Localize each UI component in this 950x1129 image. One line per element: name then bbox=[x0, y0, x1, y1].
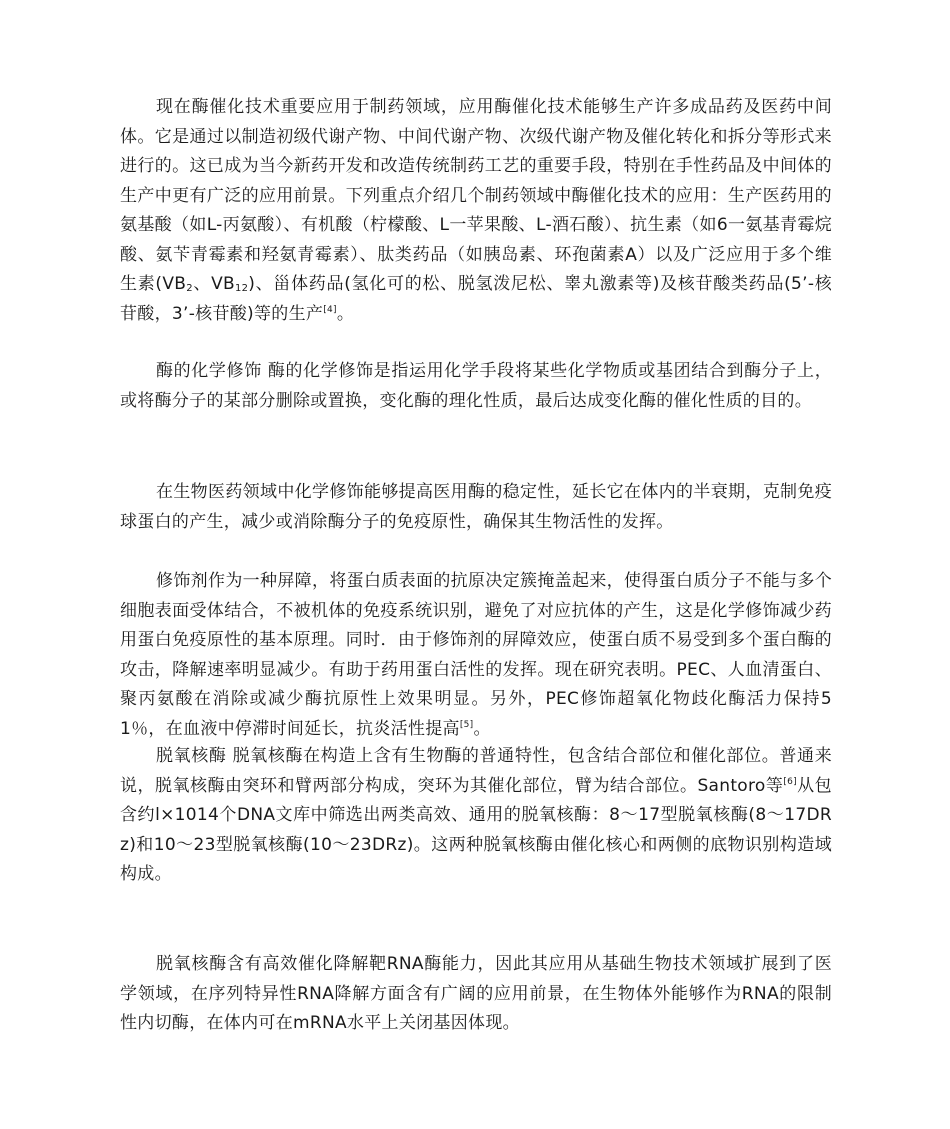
citation-ref: [5] bbox=[459, 719, 474, 730]
paragraph-chemical-modification: 酶的化学修饰 酶的化学修饰是指运用化学手段将某些化学物质或基团结合到酶分子上，或将酶分子的某部分删除或置换，变化酶的理化性质，最后达成变化酶的催化性质的目的。 bbox=[120, 361, 832, 411]
paragraph-text: )、甾体药品(氢化可的松、脱氢泼尼松、睾丸激素等)及核苷酸类药品(5’-核苷酸，3’-核苷酸)等的生产 bbox=[120, 274, 832, 324]
paragraph-text: 从包含约l×1014个DNA文库中筛选出两类高效、通用的脱氧核酶：8～17型脱氧核酶(8～17DRz)和10～23型脱氧核酶(10～23DRz)。这两种脱氧核酶由催化核心和两侧的底物识别构造域构成。 bbox=[120, 775, 832, 884]
paragraph-text: 脱氧核酶 脱氧核酶在构造上含有生物酶的普通特性，包含结合部位和催化部位。普通来说，脱氧核酶由突环和臂两部分构成，突环为其催化部位，臂为结合部位。Santoro等 bbox=[120, 746, 832, 796]
paragraph-deoxyribozyme bbox=[120, 742, 832, 890]
paragraph-text: 。 bbox=[473, 718, 491, 739]
citation-ref: [4] bbox=[323, 304, 337, 315]
subscript: 12 bbox=[234, 283, 249, 294]
citation-ref: [6] bbox=[783, 776, 797, 787]
paragraph-text: 现在酶催化技术重要应用于制药领域，应用酶催化技术能够生产许多成品药及医药中间体。它是通过以制造初级代谢产物、中间代谢产物、次级代谢产物及催化转化和拆分等形式来进行的。这已成为当今新药开发和改造传统制药工艺的重要手段，特别在手性药品及中间体的生产中更有广泛的应用前景。下列重点介绍几个制药领域中酶催化技术的应用：生产医药用的氨基酸（如L-丙氨酸）、有机酸（柠檬酸、L一苹果酸、L-酒石酸）、抗生素（如6一氨基青霉烷酸、氨苄青霉素和羟氨青霉素）、肽类药品（如胰岛素、环孢菌素A）以及广泛应用于多个维生素(VB bbox=[120, 97, 832, 294]
paragraph-text: 。 bbox=[336, 303, 355, 324]
subscript: 2 bbox=[186, 283, 193, 294]
paragraph-modifier-barrier bbox=[120, 567, 832, 744]
paragraph-deoxyribozyme-applications: 脱氧核酶含有高效催化降解靶RNA酶能力，因此其应用从基础生物技术领域扩展到了医学领域，在序列特异性RNA降解方面含有广阔的应用前景，在生物体外能够作为RNA的限制性内切酶，在体内可在mRNA水平上关闭基因体现。 bbox=[120, 954, 832, 1033]
paragraph-modification-stability: 在生物医药领域中化学修饰能够提高医用酶的稳定性，延长它在体内的半衰期，克制免疫球蛋白的产生，减少或消除酶分子的免疫原性，确保其生物活性的发挥。 bbox=[120, 482, 832, 532]
paragraph-text: 修饰剂作为一种屏障，将蛋白质表面的抗原决定簇掩盖起来，使得蛋白质分子不能与多个细胞表面受体结合，不被机体的免疫系统识别，避免了对应抗体的产生，这是化学修饰减少药用蛋白免疫原性的基本原理。同时．由于修饰剂的屏障效应，使蛋白质不易受到多个蛋白酶的攻击，降解速率明显减少。有助于药用蛋白活性的发挥。现在研究表明。PEC、人血清蛋白、聚丙氨酸在消除或减少酶抗原性上效果明显。另外，PEC修饰超氧化物歧化酶活力保持51％，在血液中停滞时间延长，抗炎活性提高 bbox=[120, 571, 832, 739]
paragraph-text: 、VB bbox=[192, 274, 235, 294]
paragraph-enzyme-catalysis-pharma bbox=[120, 93, 832, 329]
